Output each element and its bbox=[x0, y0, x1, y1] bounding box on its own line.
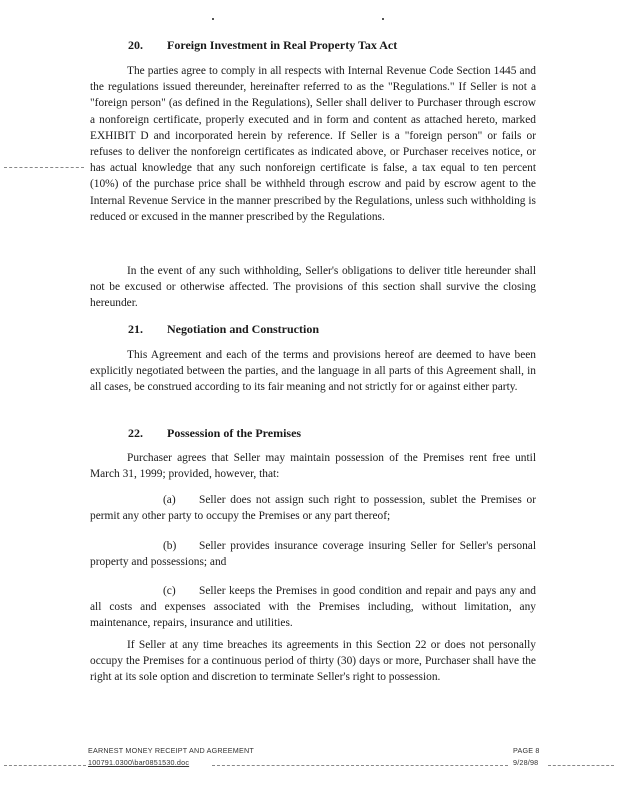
subsection-b bbox=[90, 538, 536, 570]
subsection-text: Seller does not assign such right to possession, sublet the Premises or permit any other party to occupy the Premises or any part thereof; bbox=[90, 494, 536, 523]
subsection-label: (c) bbox=[163, 585, 176, 597]
section-20-paragraph-2: In the event of any such withholding, Seller's obligations to deliver title hereunder shall not be excused or otherwise affected. The provisions of this section shall survive the closing hereunder. bbox=[90, 265, 536, 310]
subsection-a bbox=[90, 492, 536, 524]
section-22-paragraph-1: Purchaser agrees that Seller may maintain possession of the Premises rent free until March 31, 1999; provided, however, that: bbox=[90, 452, 536, 481]
footer-doc-title: EARNEST MONEY RECEIPT AND AGREEMENT bbox=[88, 746, 254, 755]
subsection-label: (b) bbox=[163, 540, 177, 552]
section-heading-20 bbox=[128, 38, 397, 53]
section-title: Foreign Investment in Real Property Tax Act bbox=[167, 38, 398, 52]
subsection-text: Seller keeps the Premises in good condition and repair and pays any and all costs and expenses associated with the Premises including, without limitation, any maintenance, repairs, insurance and utilities. bbox=[90, 585, 536, 630]
section-number: 20. bbox=[128, 38, 143, 52]
footer-date: 9/28/98 bbox=[513, 758, 539, 767]
section-heading-21 bbox=[128, 322, 319, 337]
footer-rule-middle bbox=[212, 765, 508, 766]
section-22-paragraph-2: If Seller at any time breaches its agreements in this Section 22 or does not personally occupy the Premises for a continuous period of thirty (30) days or more, Purchaser shall have the right at its sole option and discretion to terminate Seller's right to possession. bbox=[90, 639, 536, 684]
subsection-c bbox=[90, 583, 536, 632]
section-number: 21. bbox=[128, 322, 143, 336]
section-21-paragraph-1: This Agreement and each of the terms and provisions hereof are deemed to have been explicitly negotiated between the parties, and the language in all parts of this Agreement shall, in all cases, be construed according to its fair meaning and not strictly for or against either party. bbox=[90, 349, 536, 394]
section-20-paragraph-1: The parties agree to comply in all respects with Internal Revenue Code Section 1445 and the regulations issued thereunder, hereinafter referred to as the "Regulations." If Seller is not a "foreign person" (as defined in the Regulations), Seller shall deliver to Purchaser through escrow a nonforeign certificate, properly executed and in form and content as attached hereto, marked EXHIBIT D and incorporated herein by reference. If Seller is a "foreign person" or fails or refuses to deliver the nonforeign certificates as indicated above, or Purchaser receives notice, or has actual knowledge that any such nonforeign certificate is false, a tax equal to ten percent (10%) of the purchase price shall be withheld through escrow and paid by escrow agent to the Internal Revenue Service in the manner prescribed by the Regulations, unless such withholding is reduced or excused in the manner prescribed by the Regulations. bbox=[90, 65, 536, 223]
section-title: Possession of the Premises bbox=[167, 426, 302, 440]
subsection-label: (a) bbox=[163, 494, 176, 506]
scan-speck bbox=[212, 18, 214, 20]
scan-speck bbox=[382, 18, 384, 20]
section-title: Negotiation and Construction bbox=[167, 322, 320, 336]
scan-margin-dash bbox=[4, 167, 84, 168]
subsection-text: Seller provides insurance coverage insuring Seller for Seller's personal property and possessions; and bbox=[90, 540, 536, 569]
footer-rule-right bbox=[548, 765, 614, 766]
footer-file-reference: 100791.0300\bar0851530.doc bbox=[88, 758, 190, 767]
footer-rule-left bbox=[4, 765, 86, 766]
section-heading-22 bbox=[128, 426, 301, 441]
section-number: 22. bbox=[128, 426, 143, 440]
footer-page-number: PAGE 8 bbox=[513, 746, 540, 755]
